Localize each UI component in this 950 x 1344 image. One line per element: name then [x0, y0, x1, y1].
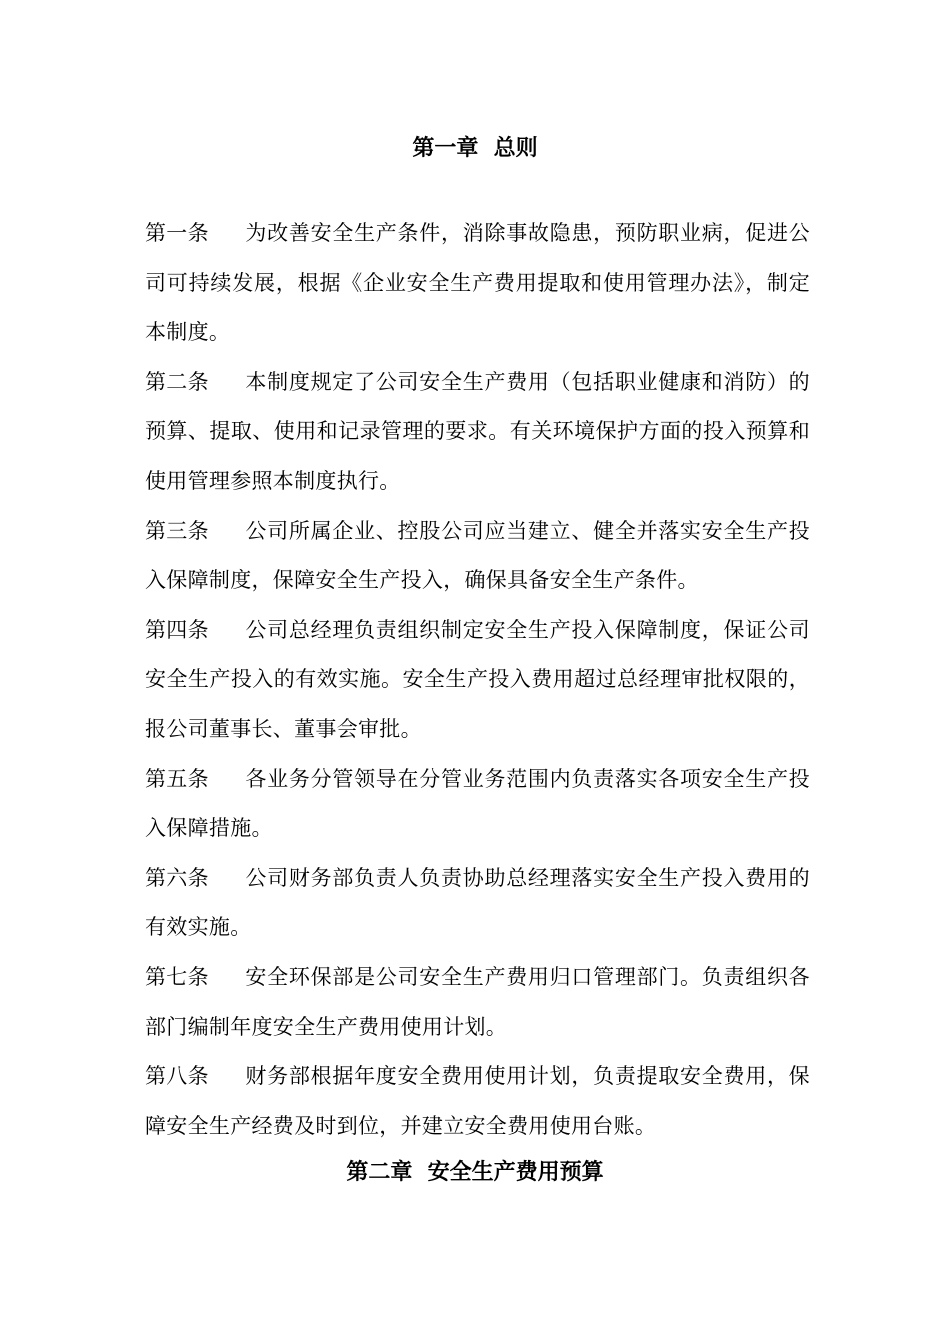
- article-5: [145, 755, 810, 854]
- article-text: 本制度规定了公司安全生产费用（包括职业健康和消防）的预算、提取、使用和记录管理的要求。有关环境保护方面的投入预算和使用管理参照本制度执行。: [145, 369, 810, 493]
- article-number: 第一条: [145, 221, 209, 245]
- chapter-1-title: 第一章 总则: [412, 136, 538, 161]
- article-3: [145, 507, 810, 606]
- article-text: 公司总经理负责组织制定安全生产投入保障制度，保证公司安全生产投入的有效实施。安全生产投入费用超过总经理审批权限的，报公司董事长、董事会审批。: [145, 617, 810, 741]
- article-text: 各业务分管领导在分管业务范围内负责落实各项安全生产投入保障措施。: [145, 766, 810, 841]
- article-text: 安全环保部是公司安全生产费用归口管理部门。负责组织各部门编制年度安全生产费用使用计划。: [145, 964, 810, 1039]
- article-text: 公司所属企业、控股公司应当建立、健全并落实安全生产投入保障制度，保障安全生产投入，确保具备安全生产条件。: [145, 518, 810, 593]
- article-1: [145, 209, 810, 358]
- article-7: [145, 953, 810, 1052]
- article-list: [145, 209, 810, 1151]
- article-8: [145, 1052, 810, 1151]
- article-number: 第五条: [145, 766, 209, 791]
- article-number: 第四条: [145, 617, 209, 642]
- article-text: 财务部根据年度安全费用使用计划，负责提取安全费用，保障安全生产经费及时到位，并建立安全费用使用台账。: [145, 1064, 810, 1138]
- article-number: 第二条: [145, 369, 209, 394]
- article-4: [145, 606, 810, 755]
- article-6: [145, 854, 810, 953]
- article-number: 第六条: [145, 865, 209, 890]
- article-number: 第七条: [145, 964, 209, 989]
- article-number: 第八条: [145, 1064, 209, 1089]
- article-text: 为改善安全生产条件，消除事故隐患，预防职业病，促进公司可持续发展，根据《企业安全生产费用提取和使用管理办法》，制定本制度。: [145, 221, 810, 345]
- article-number: 第三条: [145, 518, 209, 543]
- article-text: 公司财务部负责人负责协助总经理落实安全生产投入费用的有效实施。: [145, 865, 810, 940]
- chapter-2-title: 第二章 安全生产费用预算: [346, 1160, 604, 1185]
- article-2: [145, 358, 810, 507]
